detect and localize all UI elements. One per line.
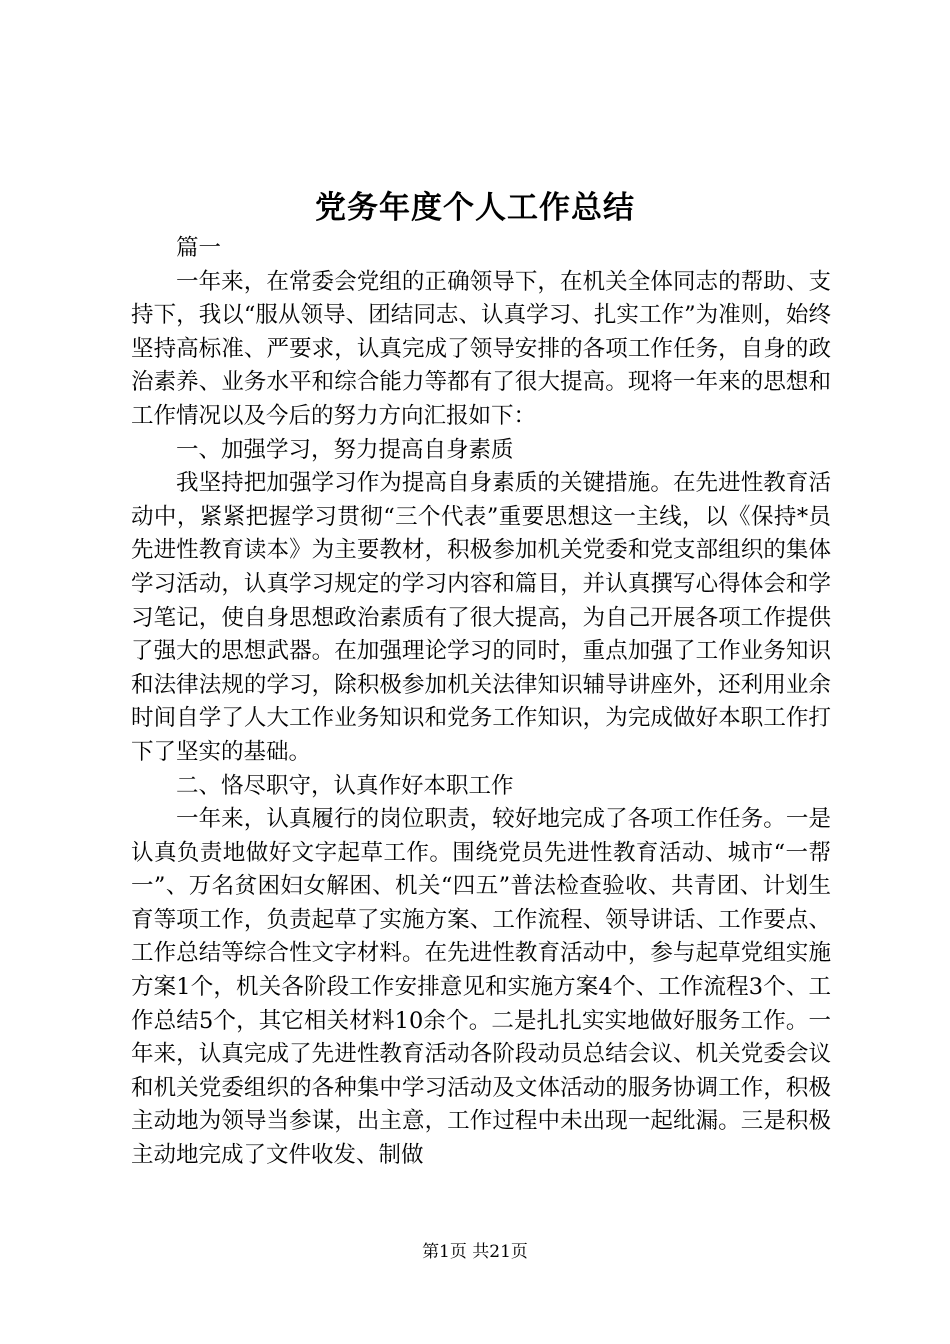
section-heading-2: 二、恪尽职守，认真作好本职工作 bbox=[176, 772, 514, 799]
document-body bbox=[131, 232, 831, 1173]
duties-paragraph: 一年来，认真履行的岗位职责，较好地完成了各项工作任务。一是认真负责地做好文字起草工作。围绕党员先进性教育活动、城市“一帮一”、万名贫困妇女解困、机关“四五”普法检查验收、共青团、计划生育等项工作，负责起草了实施方案、工作流程、领导讲话、工作要点、工作总结等综合性文字材料。在先进性教育活动中，参与起草党组实施方案1个，机关各阶段工作安排意见和实施方案4个、工作流程3个、工作总结5个，其它相关材料10余个。二是扎扎实实地做好服务工作。一年来，认真完成了先进性教育活动各阶段动员总结会议、机关党委会议和机关党委组织的各种集中学习活动及文体活动的服务协调工作，积极主动地为领导当参谋，出主意，工作过程中未出现一起纰漏。三是积极主动地完成了文件收发、制做 bbox=[131, 806, 831, 1169]
section-label: 篇一 bbox=[176, 235, 222, 261]
intro-paragraph: 一年来，在常委会党组的正确领导下，在机关全体同志的帮助、支持下，我以“服从领导、团结同志、认真学习、扎实工作”为准则，始终坚持高标准、严要求，认真完成了领导安排的各项工作任务，自身的政治素养、业务水平和综合能力等都有了很大提高。现将一年来的思想和工作情况以及今后的努力方向汇报如下： bbox=[131, 268, 831, 429]
section-heading-1: 一、加强学习，努力提高自身素质 bbox=[176, 436, 514, 463]
page-footer: 第1页 共21页 bbox=[422, 1242, 528, 1262]
document-title: 党务年度个人工作总结 bbox=[315, 190, 635, 226]
study-paragraph: 我坚持把加强学习作为提高自身素质的关键措施。在先进性教育活动中，紧紧把握学习贯彻“三个代表”重要思想这一主线，以《保持*员先进性教育读本》为主要教材，积极参加机关党委和党支部组织的集体学习活动，认真学习规定的学习内容和篇目，并认真撰写心得体会和学习笔记，使自身思想政治素质有了很大提高，为自己开展各项工作提供了强大的思想武器。在加强理论学习的同时，重点加强了工作业务知识和法律法规的学习，除积极参加机关法律知识辅导讲座外，还利用业余时间自学了人大工作业务知识和党务工作知识，为完成做好本职工作打下了坚实的基础。 bbox=[131, 470, 831, 765]
